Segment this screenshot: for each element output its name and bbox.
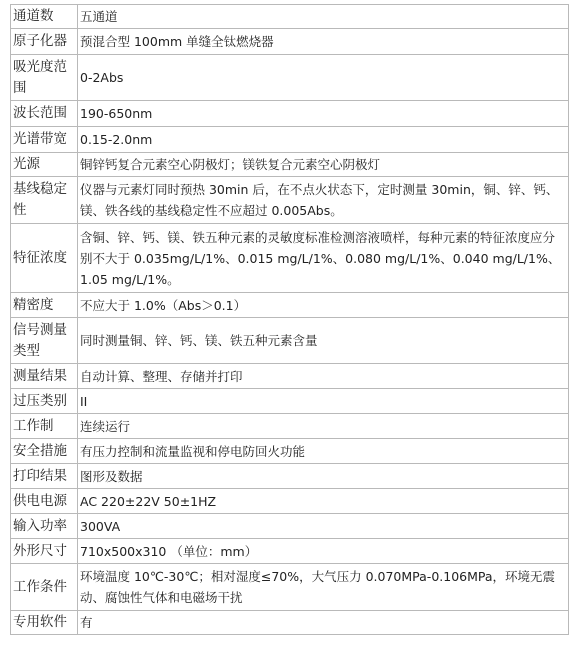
table-row <box>11 611 569 635</box>
row-value: 有 <box>78 611 569 635</box>
row-value: 五通道 <box>78 5 569 29</box>
row-value: 环境温度 10℃-30℃；相对湿度≤70%，大气压力 0.070MPa-0.106MPa，环境无震动、腐蚀性气体和电磁场干扰 <box>78 564 569 611</box>
row-value: 自动计算、整理、存储并打印 <box>78 364 569 389</box>
row-label: 过压类别 <box>11 389 78 414</box>
row-label: 通道数 <box>11 5 78 29</box>
row-label: 吸光度范围 <box>11 55 78 101</box>
table-row <box>11 489 569 514</box>
row-value: 仪器与元素灯同时预热 30min 后，在不点火状态下，定时测量 30min，铜、锌、钙、镁、铁各线的基线稳定性不应超过 0.005Abs。 <box>78 177 569 224</box>
row-value: 含铜、锌、钙、镁、铁五种元素的灵敏度标准检测溶液喷样，每种元素的特征浓度应分别不大于 0.035mg/L/1%、0.015 mg/L/1%、0.080 mg/L/1%、0.040 mg/L/1%、1.05 mg/L/1%。 <box>78 224 569 293</box>
table-row <box>11 224 569 293</box>
row-label: 外形尺寸 <box>11 539 78 564</box>
row-label: 信号测量类型 <box>11 318 78 364</box>
table-row <box>11 153 569 177</box>
table-row <box>11 564 569 611</box>
row-label: 输入功率 <box>11 514 78 539</box>
table-row <box>11 439 569 464</box>
row-value: 0-2Abs <box>78 55 569 101</box>
table-row <box>11 101 569 127</box>
row-value: 铜锌钙复合元素空心阴极灯；镁铁复合元素空心阴极灯 <box>78 153 569 177</box>
table-row <box>11 539 569 564</box>
row-value: 连续运行 <box>78 414 569 439</box>
row-label: 打印结果 <box>11 464 78 489</box>
row-value: 同时测量铜、锌、钙、镁、铁五种元素含量 <box>78 318 569 364</box>
row-label: 测量结果 <box>11 364 78 389</box>
row-value: 300VA <box>78 514 569 539</box>
table-row <box>11 414 569 439</box>
table-row <box>11 293 569 318</box>
row-value: II <box>78 389 569 414</box>
table-row <box>11 364 569 389</box>
row-label: 供电电源 <box>11 489 78 514</box>
row-label: 精密度 <box>11 293 78 318</box>
row-value: 预混合型 100mm 单缝全钛燃烧器 <box>78 29 569 55</box>
row-value: 有压力控制和流量监视和停电防回火功能 <box>78 439 569 464</box>
row-value: 不应大于 1.0%（Abs＞0.1） <box>78 293 569 318</box>
table-row <box>11 5 569 29</box>
row-value: 0.15-2.0nm <box>78 127 569 153</box>
row-label: 基线稳定性 <box>11 177 78 224</box>
table-row <box>11 127 569 153</box>
row-label: 安全措施 <box>11 439 78 464</box>
table-row <box>11 389 569 414</box>
row-label: 光谱带宽 <box>11 127 78 153</box>
table-row <box>11 514 569 539</box>
table-row <box>11 464 569 489</box>
row-value: 190-650nm <box>78 101 569 127</box>
row-label: 光源 <box>11 153 78 177</box>
row-label: 波长范围 <box>11 101 78 127</box>
table-row <box>11 29 569 55</box>
row-value: AC 220±22V 50±1HZ <box>78 489 569 514</box>
row-label: 工作制 <box>11 414 78 439</box>
row-label: 专用软件 <box>11 611 78 635</box>
row-label: 工作条件 <box>11 564 78 611</box>
row-value: 710x500x310 （单位：mm） <box>78 539 569 564</box>
row-label: 特征浓度 <box>11 224 78 293</box>
row-label: 原子化器 <box>11 29 78 55</box>
row-value: 图形及数据 <box>78 464 569 489</box>
table-row <box>11 55 569 101</box>
spec-table <box>10 4 569 635</box>
table-row <box>11 318 569 364</box>
table-row <box>11 177 569 224</box>
